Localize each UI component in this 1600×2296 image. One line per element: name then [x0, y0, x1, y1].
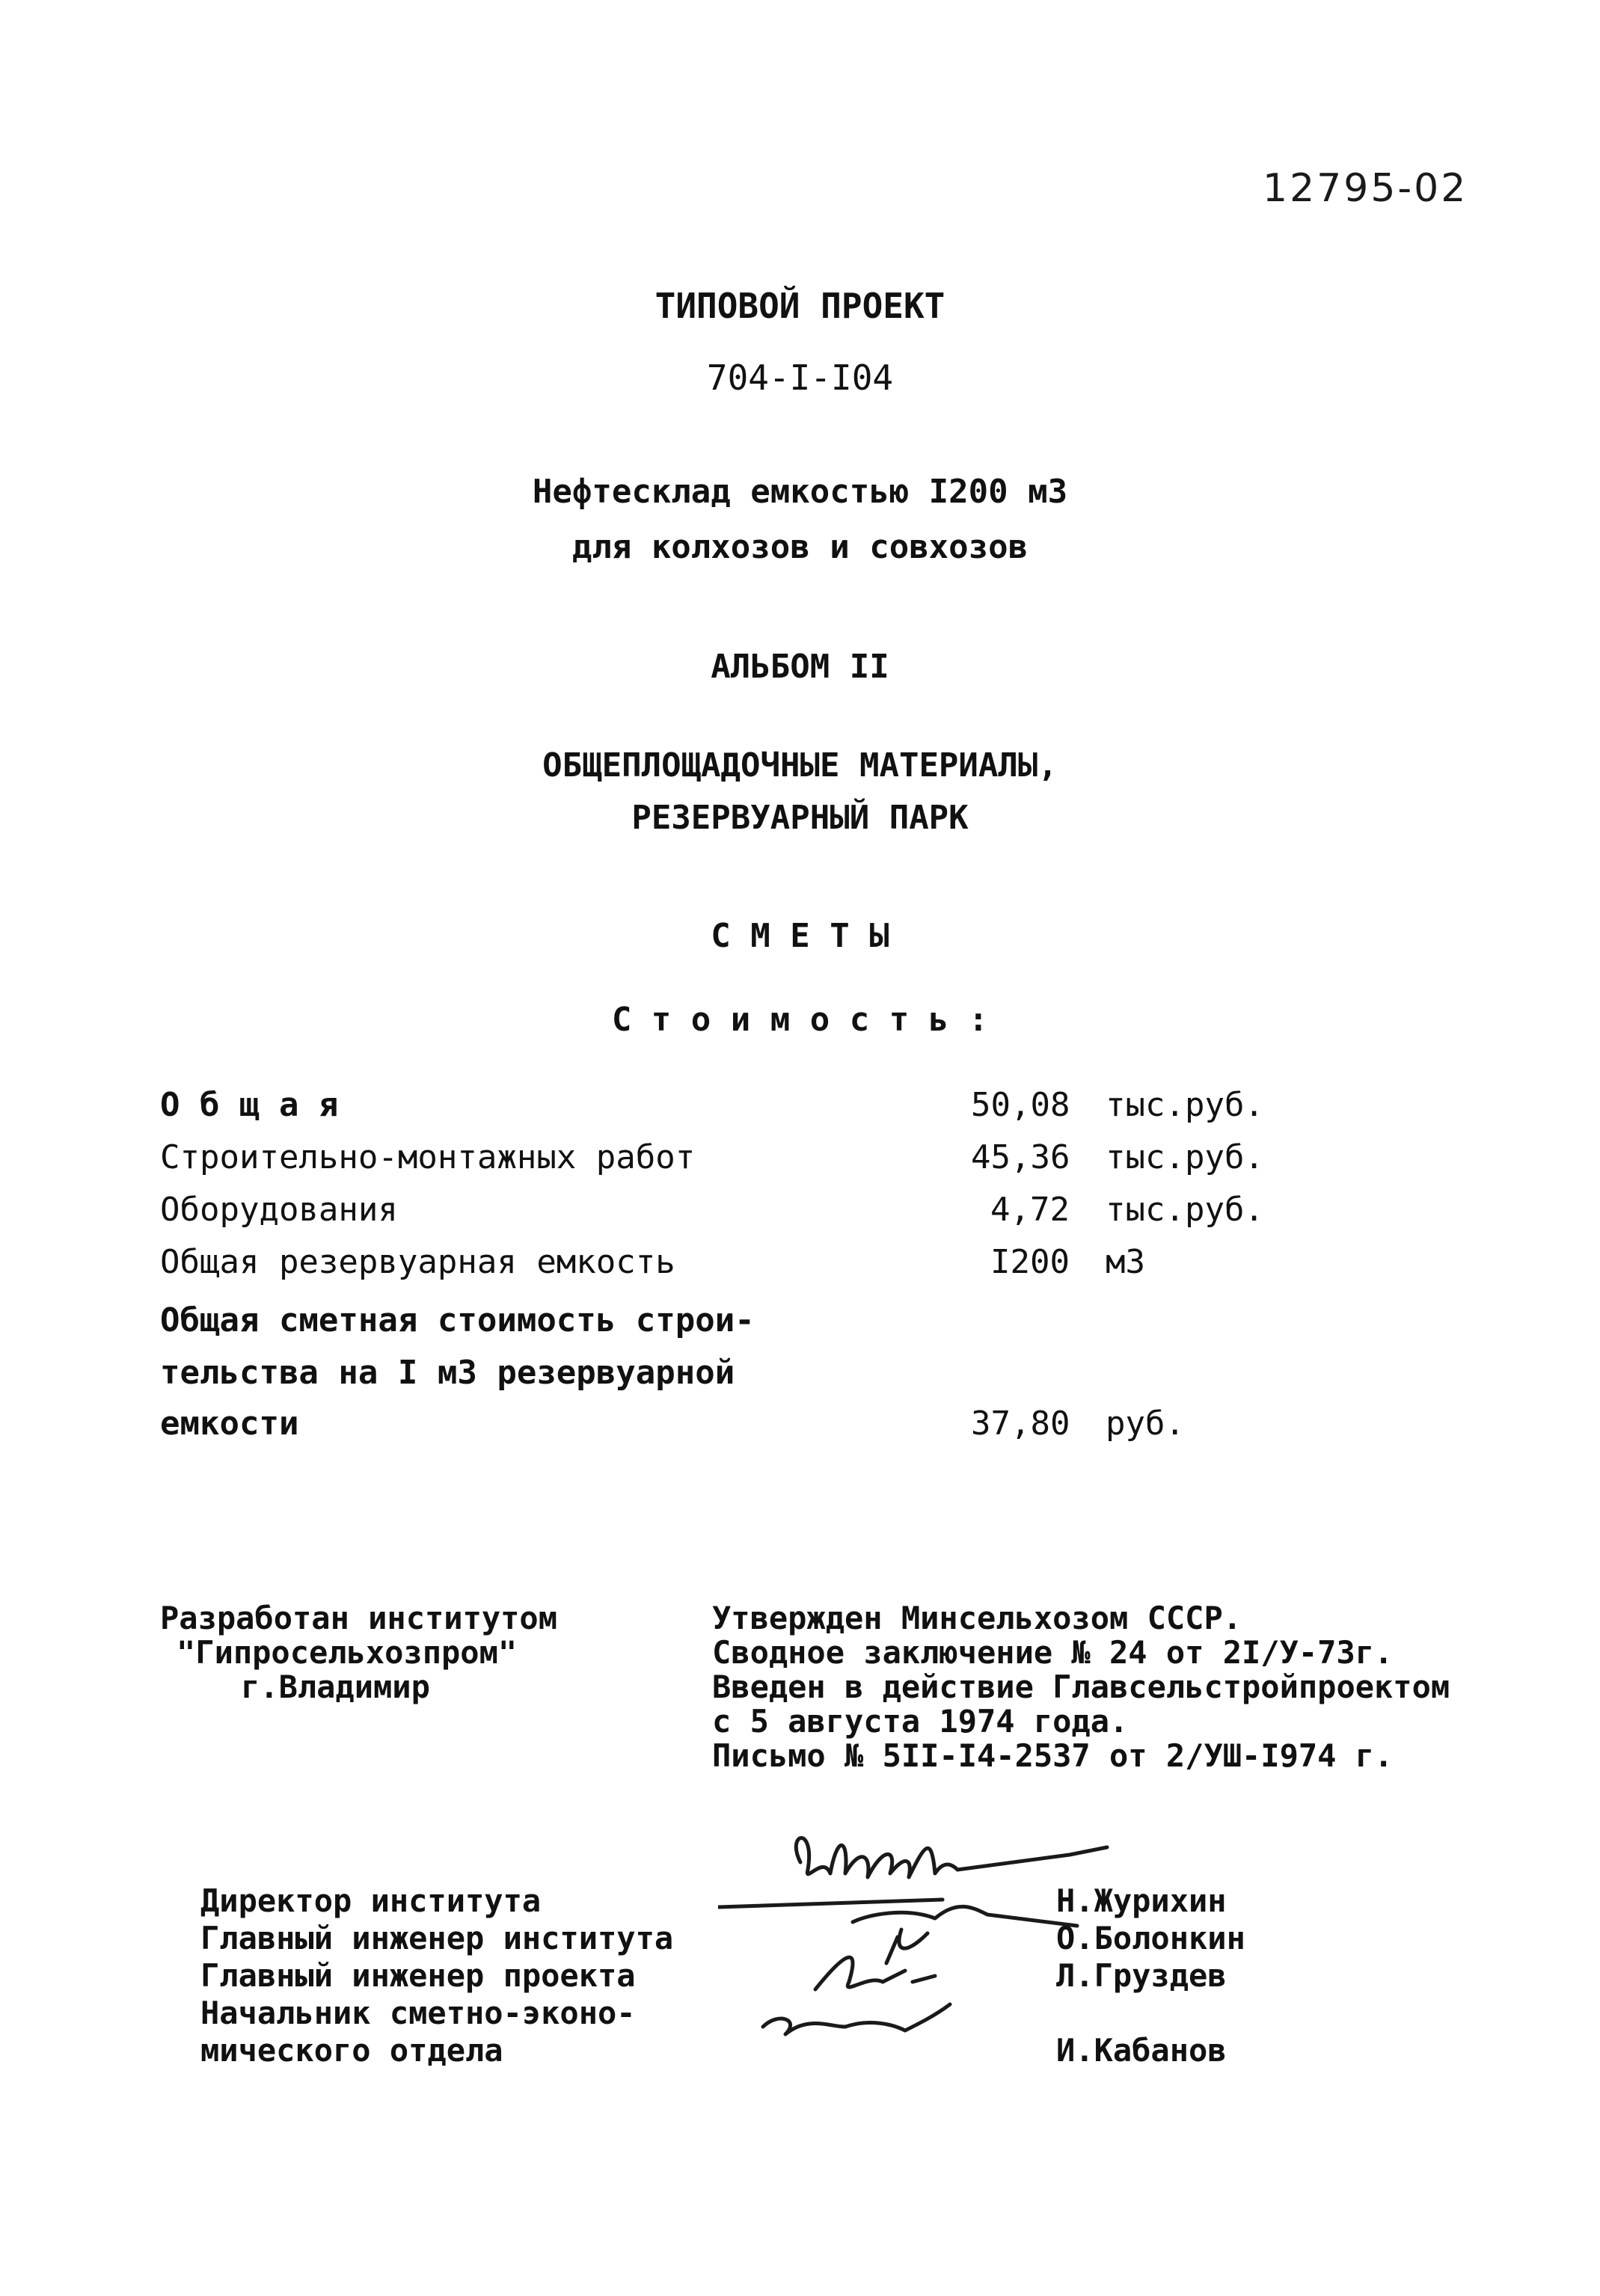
approval-line4: с 5 августа 1974 года.: [712, 1703, 1129, 1740]
signatory-name-chief-engineer-project: Л.Груздев: [1056, 1957, 1227, 1994]
signatory-name-director: Н.Журихин: [1056, 1882, 1227, 1919]
album-label: АЛЬБОМ II: [711, 648, 889, 686]
cost-label-capacity: Общая резервуарная емкость: [160, 1243, 675, 1281]
unit-cost-label-line2: тельства на I м3 резервуарной: [160, 1354, 735, 1392]
estimates-heading: С М Е Т Ы: [711, 917, 889, 955]
developer-line2: "Гипросельхозпром": [177, 1634, 518, 1671]
approval-line5: Письмо № 5II-I4-2537 от 2/УШ-I974 г.: [712, 1737, 1394, 1774]
project-type-label: ТИПОВОЙ ПРОЕКТ: [655, 286, 945, 326]
signatory-name-estimates-head: И.Кабанов: [1056, 2032, 1227, 2069]
approval-line2: Сводное заключение № 24 от 2I/У-73г.: [712, 1634, 1394, 1671]
cost-value-total: 50,08: [971, 1086, 1070, 1124]
cost-label-construction: Строительно-монтажных работ: [160, 1138, 696, 1176]
developer-line3: г.Владимир: [241, 1669, 430, 1705]
developer-line1: Разработан институтом: [160, 1600, 558, 1636]
cost-label-total: О б щ а я: [160, 1086, 339, 1124]
cost-value-equipment: 4,72: [990, 1191, 1070, 1229]
document-number: 12795-02: [1263, 166, 1468, 211]
signatory-position-director: Директор института: [200, 1882, 542, 1919]
cost-value-capacity: I200: [990, 1243, 1070, 1281]
unit-cost-unit: руб.: [1106, 1405, 1185, 1443]
approval-line1: Утвержден Минсельхозом СССР.: [712, 1600, 1242, 1636]
cost-heading: С т о и м о с т ь :: [611, 1001, 989, 1039]
project-code: 704-I-I04: [706, 357, 894, 398]
cost-unit-equipment: тыс.руб.: [1106, 1191, 1264, 1229]
cost-unit-total: тыс.руб.: [1106, 1086, 1264, 1124]
unit-cost-value: 37,80: [971, 1405, 1070, 1443]
signatory-position-estimates-head-line2: мического отдела: [200, 2032, 503, 2069]
signatory-position-chief-engineer-institute: Главный инженер института: [200, 1920, 674, 1956]
signatory-position-estimates-head-line1: Начальник сметно-эконо-: [200, 1995, 636, 2031]
unit-cost-label-line1: Общая сметная стоимость строи-: [160, 1301, 755, 1339]
section-title-line1: ОБЩЕПЛОЩАДОЧНЫЕ МАТЕРИАЛЫ,: [542, 746, 1058, 785]
cost-unit-construction: тыс.руб.: [1106, 1138, 1264, 1176]
section-title-line2: РЕЗЕРВУАРНЫЙ ПАРК: [631, 799, 969, 837]
unit-cost-label-line3: емкости: [160, 1405, 299, 1443]
approval-line3: Введен в действие Главсельстройпроектом: [712, 1669, 1450, 1705]
cost-unit-capacity: м3: [1106, 1243, 1145, 1281]
signatory-position-chief-engineer-project: Главный инженер проекта: [200, 1957, 636, 1994]
signatory-name-chief-engineer-institute: О.Болонкин: [1056, 1920, 1245, 1956]
cost-label-equipment: Оборудования: [160, 1191, 398, 1229]
cost-value-construction: 45,36: [971, 1138, 1070, 1176]
project-title-line2: для колхозов и совхозов: [571, 528, 1029, 566]
project-title-line1: Нефтесклад емкостью I200 м3: [532, 473, 1068, 511]
